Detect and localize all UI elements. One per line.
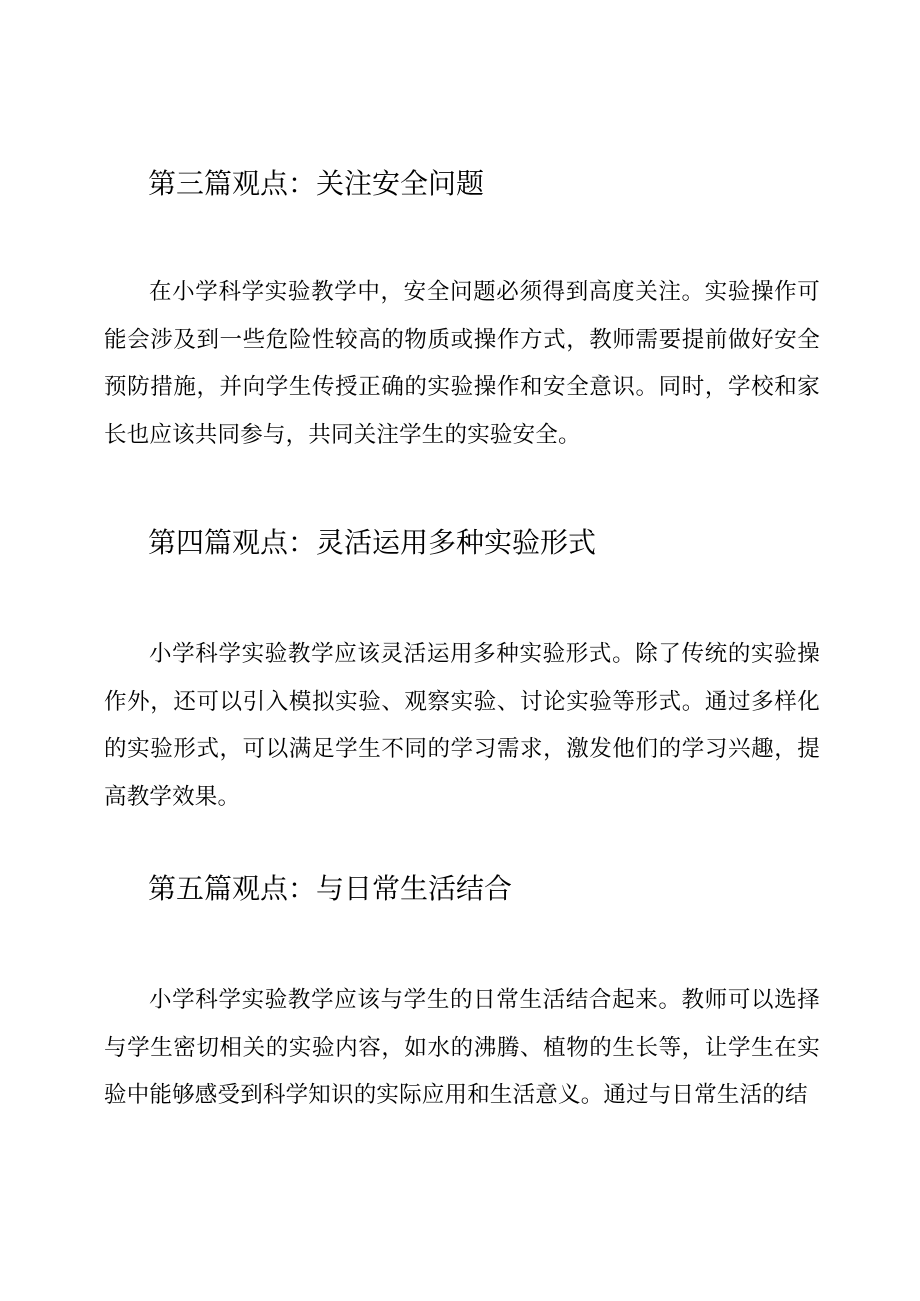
- section-heading: 第三篇观点：关注安全问题: [148, 167, 485, 200]
- section-paragraph: 在小学科学实验教学中，安全问题必须得到高度关注。实验操作可能会涉及到一些危险性较高的物质或操作方式，教师需要提前做好安全预防措施，并向学生传授正确的实验操作和安全意识。同时，学校和家长也应该共同参与，共同关注学生的实验安全。: [104, 279, 820, 448]
- section-viewpoint-4: [104, 523, 820, 821]
- section-paragraph: 小学科学实验教学应该灵活运用多种实验形式。除了传统的实验操作外，还可以引入模拟实验、观察实验、讨论实验等形式。通过多样化的实验形式，可以满足学生不同的学习需求，激发他们的学习兴趣，提高教学效果。: [104, 641, 820, 810]
- section-heading: 第四篇观点：灵活运用多种实验形式: [148, 526, 597, 559]
- section-viewpoint-3: [104, 164, 820, 459]
- section-heading: 第五篇观点：与日常生活结合: [148, 872, 513, 905]
- section-paragraph: 小学科学实验教学应该与学生的日常生活结合起来。教师可以选择与学生密切相关的实验内容，如水的沸腾、植物的生长等，让学生在实验中能够感受到科学知识的实际应用和生活意义。通过与日常生活的结: [104, 987, 820, 1108]
- section-viewpoint-5: [104, 869, 820, 1120]
